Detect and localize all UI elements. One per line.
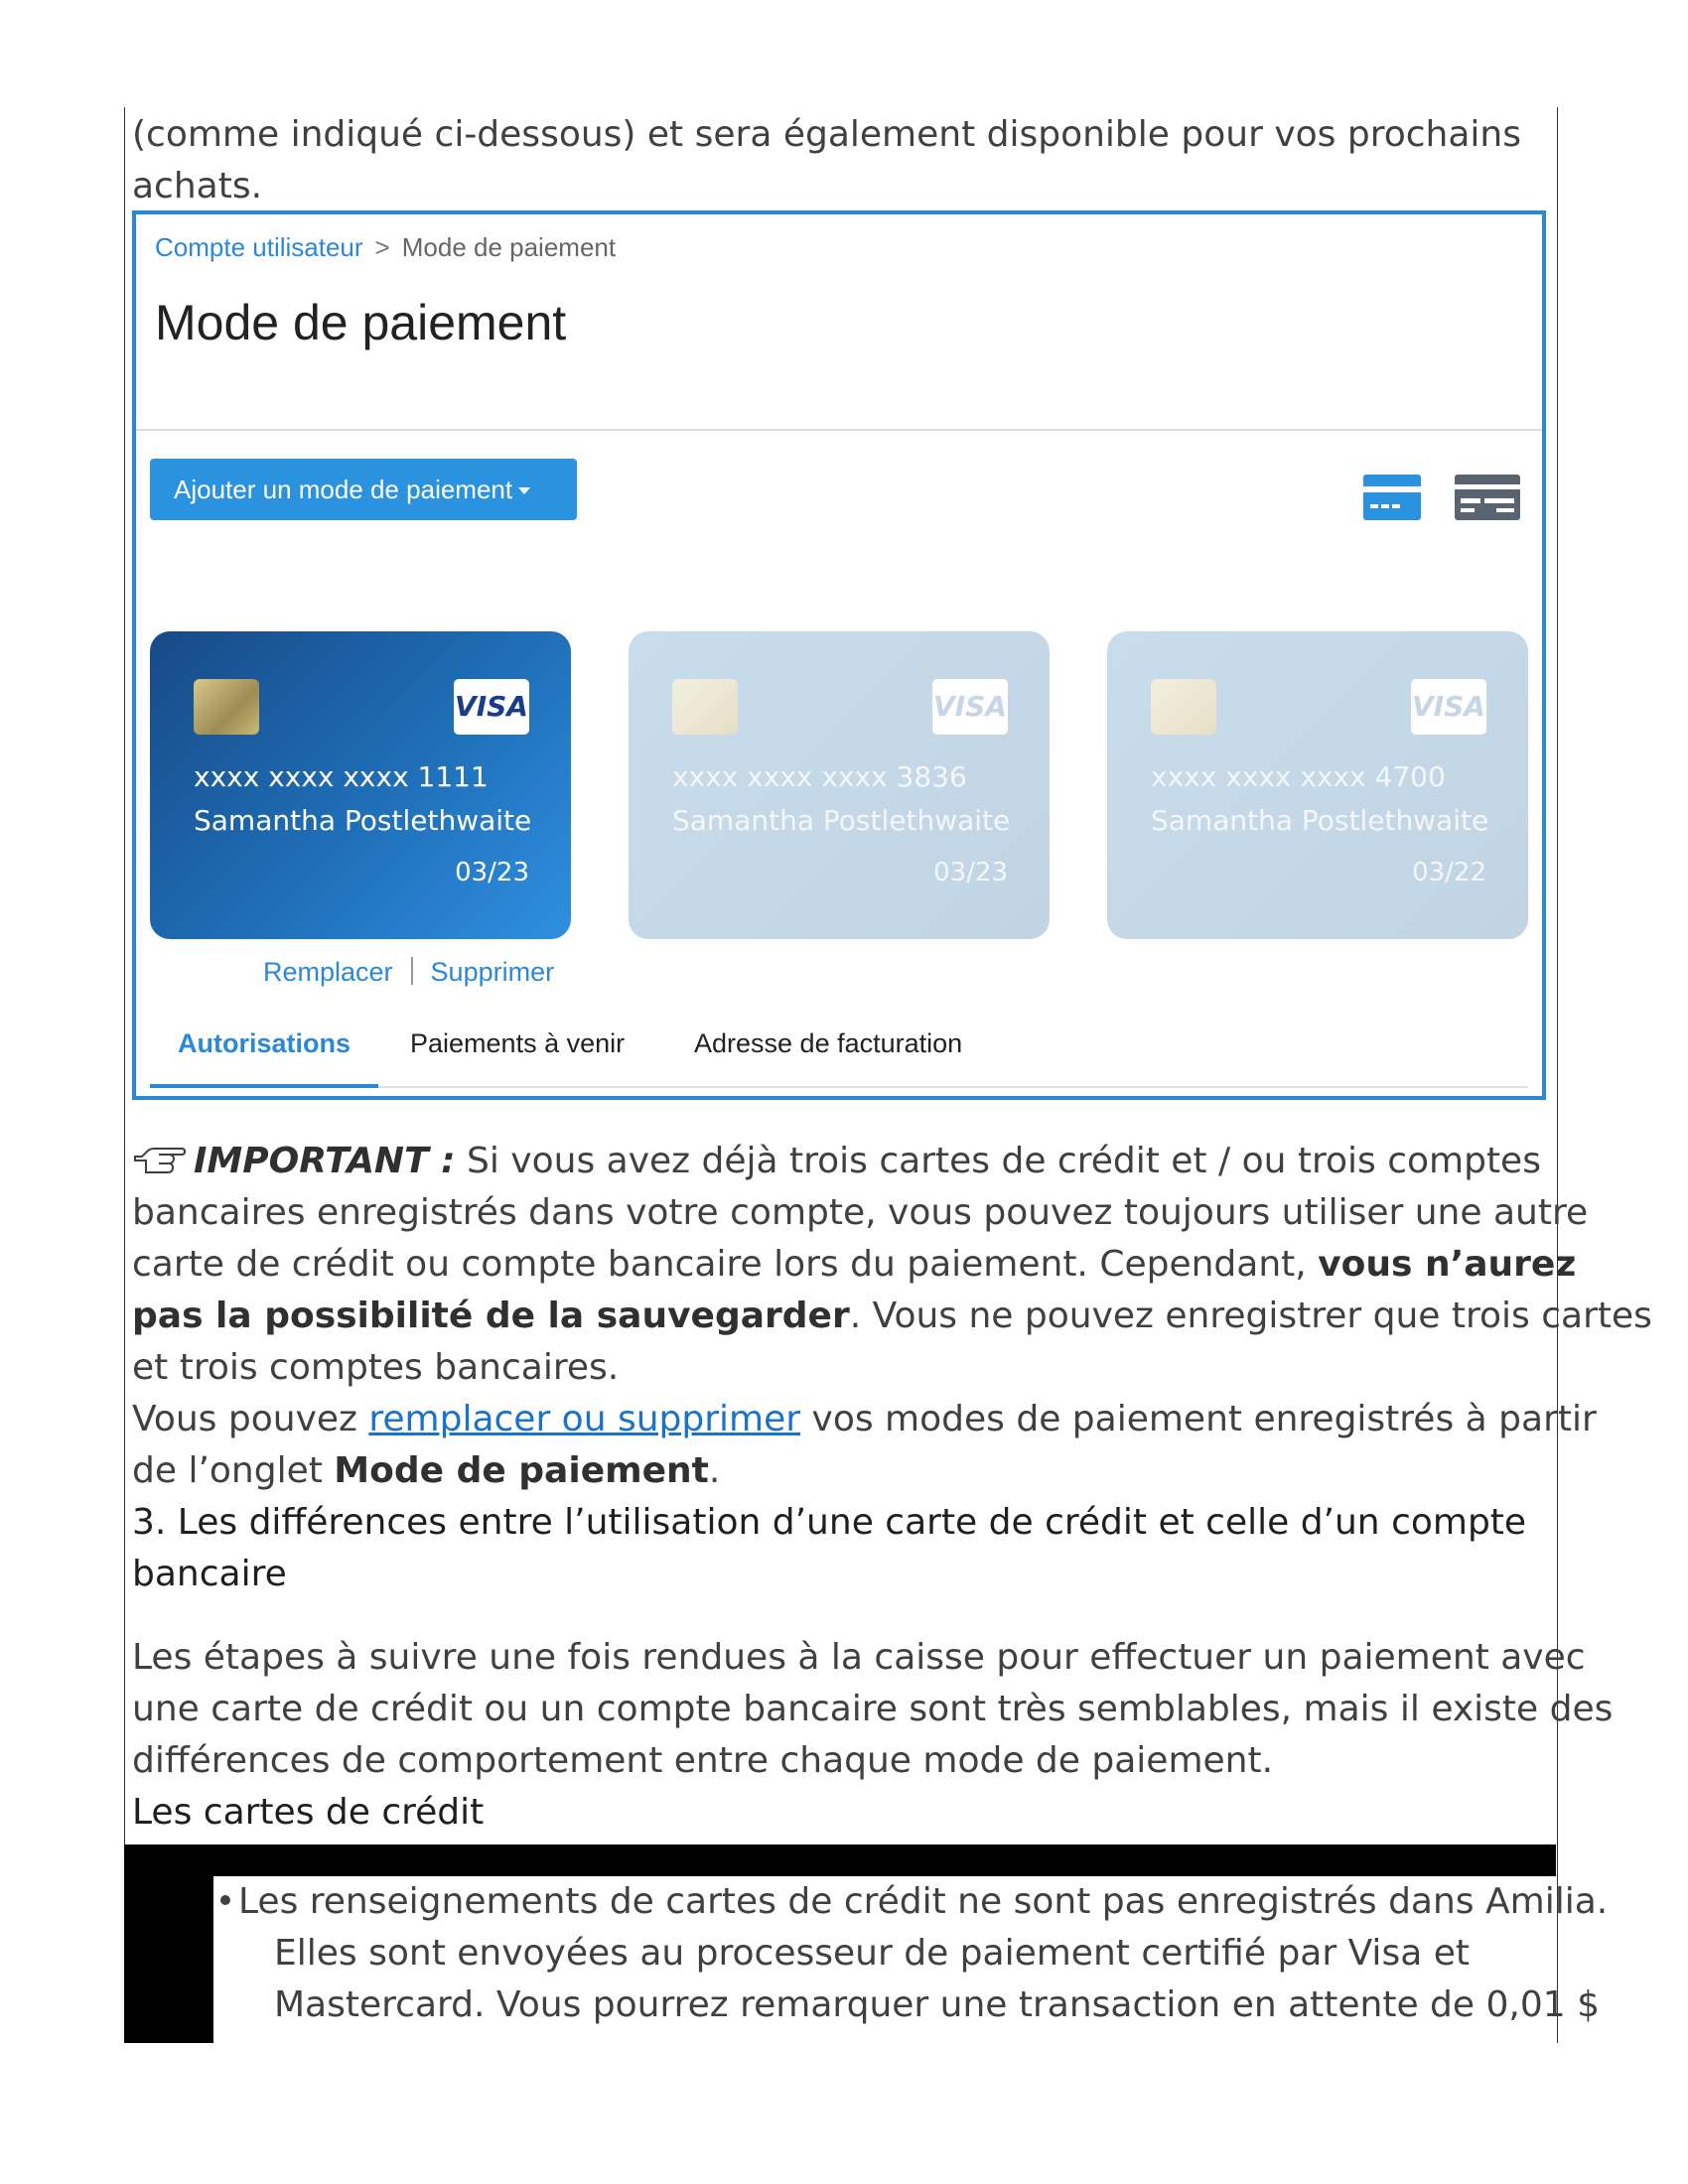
important-line-4: . Vous ne pouvez enregistrer que trois cartes [849,1296,1652,1336]
breadcrumb-user-account-link[interactable]: Compte utilisateur [155,232,363,262]
replace-line-2-post: . [708,1450,721,1491]
visa-logo: VISA [1411,679,1486,735]
page-title: Mode de paiement [155,295,567,350]
payment-method-screenshot [132,210,1546,1100]
visa-logo: VISA [932,679,1008,735]
important-line-2: bancaires enregistrés dans votre compte, vous pouvez toujours utiliser une autre [132,1192,1589,1233]
black-band [124,1844,1556,1876]
steps-line-1: Les étapes à suivre une fois rendues à la caisse pour effectuer un paiement avec [132,1637,1586,1678]
important-line-1: Si vous avez déjà trois cartes de crédit et / ou trois comptes [455,1141,1541,1181]
tab-authorizations[interactable]: Autorisations [150,1028,378,1088]
pointing-hand-icon [132,1143,186,1176]
section-3-line-1: 3. Les différences entre l’utilisation d’une carte de crédit et celle d’un compte [132,1502,1527,1543]
caret-down-icon [518,487,530,494]
replace-line-2-pre: de l’onglet [132,1450,335,1491]
card-number: xxxx xxxx xxxx 3836 [672,760,967,793]
important-label: IMPORTANT : [194,1141,456,1181]
credit-card-4700[interactable] [1107,631,1528,939]
card-number: xxxx xxxx xxxx 4700 [1151,760,1446,793]
delete-card-link[interactable]: Supprimer [430,957,555,987]
payment-method-tab-name: Mode de paiement [334,1450,709,1491]
credit-card-3836[interactable] [629,631,1050,939]
add-payment-method-button[interactable] [150,459,577,520]
card-expiry: 03/23 [455,858,529,887]
card-expiry: 03/23 [933,858,1008,887]
intro-paragraph [132,109,1542,212]
card-chip-icon [194,679,259,735]
replace-or-delete-link[interactable]: remplacer ou supprimer [368,1399,801,1439]
bullet-dot-icon [220,1895,230,1905]
visa-logo: VISA [454,679,529,735]
section-3-line-2: bancaire [132,1554,287,1594]
bullet-line-1: Les renseignements de cartes de crédit ne sont pas enregistrés dans Amilia. [238,1881,1609,1922]
card-chip-icon [1151,679,1216,735]
replace-paragraph [132,1394,1597,1497]
bullet-item [220,1876,1609,2031]
card-expiry: 03/22 [1412,858,1486,887]
bullet-line-3: Mastercard. Vous pourrez remarquer une transaction en attente de 0,01 $ [274,1984,1601,2025]
breadcrumb [155,232,616,263]
steps-line-3: différences de comportement entre chaque mode de paiement. [132,1740,1274,1781]
card-holder: Samantha Postlethwaite [1151,804,1489,837]
important-line-3: carte de crédit ou compte bancaire lors du paiement. Cependant, [132,1244,1319,1285]
card-holder: Samantha Postlethwaite [672,804,1011,837]
intro-line-2: achats. [132,166,263,206]
card-number: xxxx xxxx xxxx 1111 [194,760,489,793]
important-line-5: et trois comptes bancaires. [132,1347,620,1388]
card-actions [263,957,554,988]
action-divider [411,957,413,985]
steps-line-2: une carte de crédit ou un compte bancaire sont très semblables, mais il existe des [132,1689,1614,1729]
tab-billing-address[interactable]: Adresse de facturation [694,1028,963,1058]
steps-paragraph [132,1632,1614,1787]
black-side-block [124,1876,213,2043]
replace-pre: Vous pouvez [132,1399,369,1439]
replace-card-link[interactable]: Remplacer [263,957,393,987]
section-3-heading [132,1497,1542,1600]
credit-card-1111[interactable] [150,631,571,939]
credit-cards-heading: Les cartes de crédit [132,1792,485,1833]
important-paragraph [132,1136,1652,1394]
breadcrumb-current: Mode de paiement [401,232,617,262]
breadcrumb-separator: > [374,232,390,262]
important-bold-2: pas la possibilité de la sauvegarder [132,1296,850,1336]
card-holder: Samantha Postlethwaite [194,804,532,837]
card-chip-icon [672,679,738,735]
card-view-icon[interactable] [1363,475,1421,520]
intro-line-1: (comme indiqué ci-dessous) et sera également disponible pour vos prochains [132,114,1521,155]
header-divider [136,429,1542,431]
payment-tabs [150,1015,1528,1088]
add-payment-method-label: Ajouter un mode de paiement [174,475,513,504]
bullet-line-2: Elles sont envoyées au processeur de paiement certifié par Visa et [274,1933,1470,1974]
list-view-icon[interactable] [1455,475,1520,520]
important-bold-1: vous n’aurez [1318,1244,1577,1285]
replace-post: vos modes de paiement enregistrés à partir [800,1399,1597,1439]
tab-upcoming-payments[interactable]: Paiements à venir [410,1028,626,1058]
